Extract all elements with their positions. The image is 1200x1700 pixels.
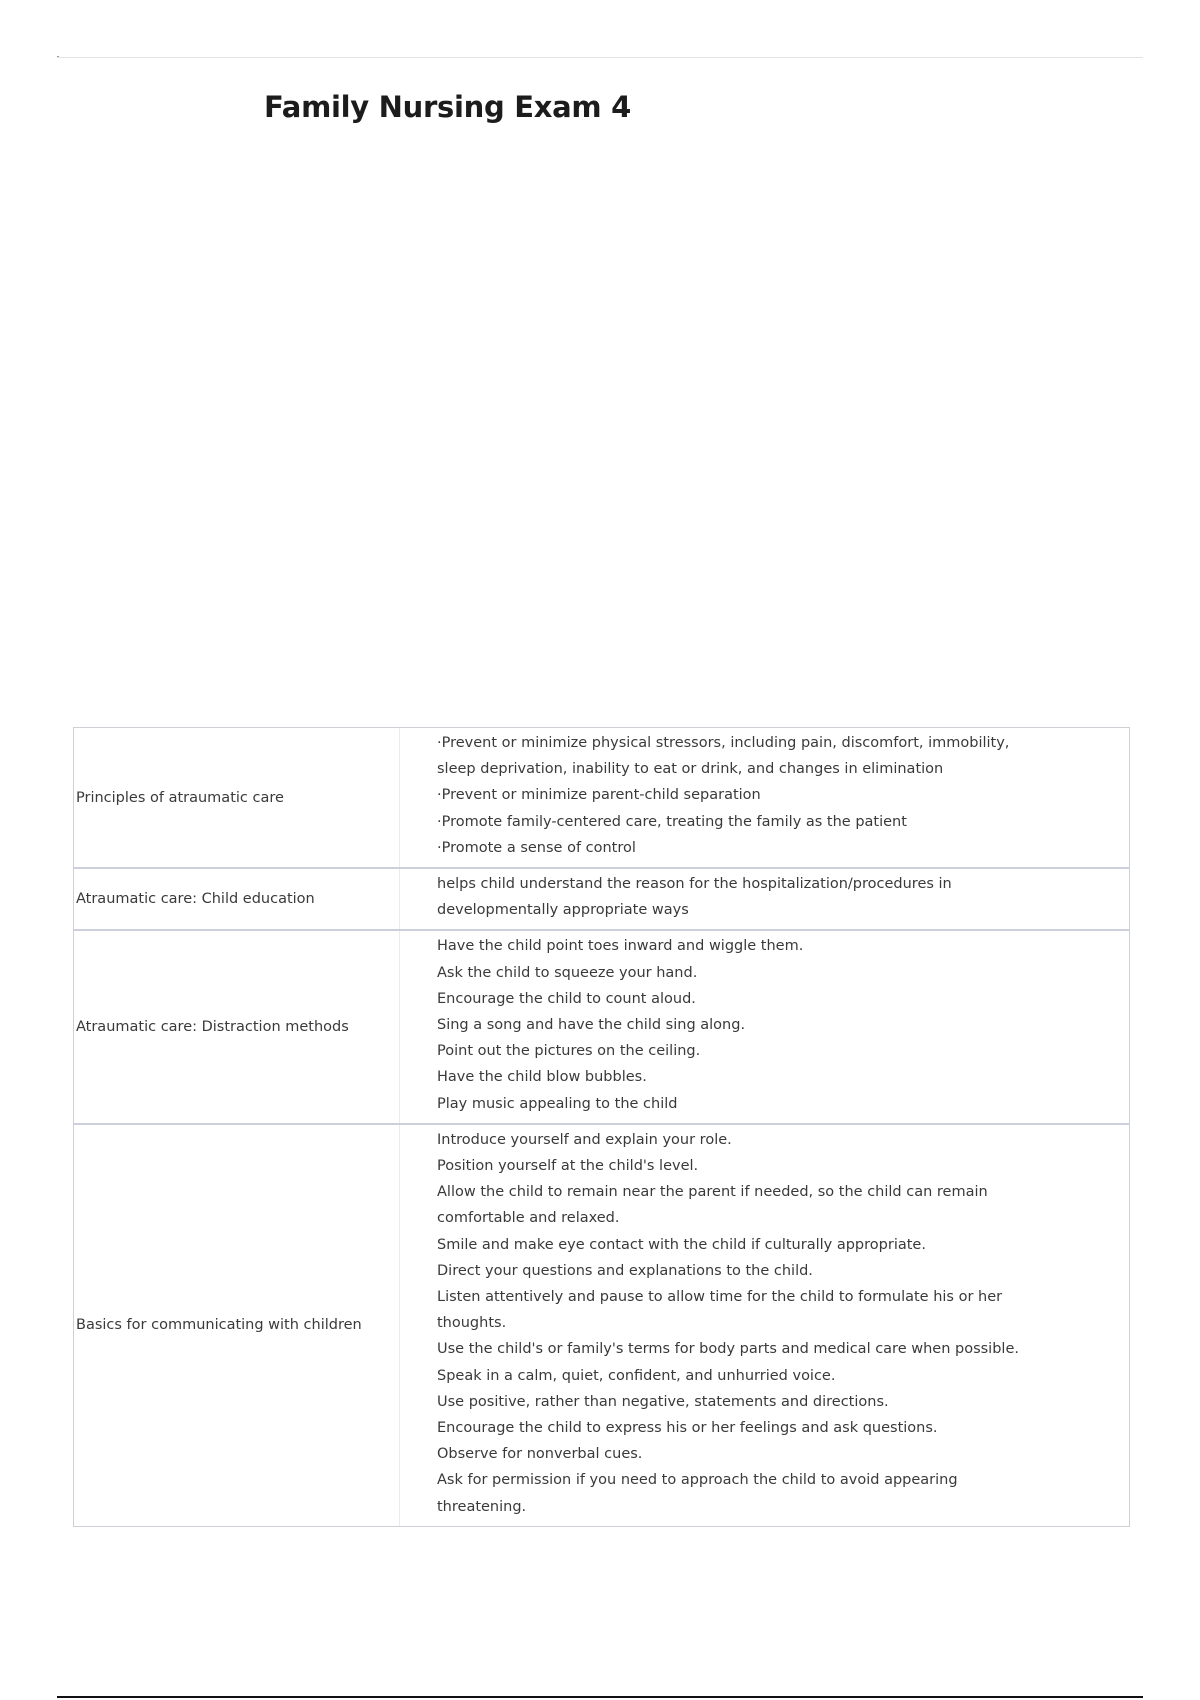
definition-line: Position yourself at the child's level. [437,1158,699,1175]
definition-line: developmentally appropriate ways [437,902,689,919]
definition-line: Point out the pictures on the ceiling. [437,1043,701,1060]
definition-line: Use positive, rather than negative, statements and directions. [437,1393,889,1410]
definition-line: thoughts. [437,1315,507,1332]
definition-line: Have the child blow bubbles. [437,1069,647,1086]
term-cell: Atraumatic care: Child education [74,869,400,929]
flashcard-table [73,727,1130,1527]
header-divider [57,57,1143,58]
definition-line: Observe for nonverbal cues. [437,1446,643,1463]
term-cell: Principles of atraumatic care [74,728,400,867]
definition-line: Introduce yourself and explain your role. [437,1131,732,1148]
definition-line: Allow the child to remain near the parent if needed, so the child can remain [437,1184,988,1201]
definition-line: Ask the child to squeeze your hand. [437,964,698,981]
definition-line: Encourage the child to count aloud. [437,990,696,1007]
definition-line: Listen attentively and pause to allow time for the child to formulate his or her [437,1289,1003,1306]
definition-line: ·Prevent or minimize parent-child separation [437,787,761,804]
definition-line: comfortable and relaxed. [437,1210,620,1227]
term-cell: Atraumatic care: Distraction methods [74,931,400,1122]
definition-line: sleep deprivation, inability to eat or drink, and changes in elimination [437,761,944,778]
definition-line: Ask for permission if you need to approach the child to avoid appearing [437,1472,958,1489]
definition-line: Play music appealing to the child [437,1095,678,1112]
definition-line: Direct your questions and explanations to the child. [437,1262,813,1279]
definition-line: threatening. [437,1498,527,1515]
definition-line: Encourage the child to express his or her feelings and ask questions. [437,1420,938,1437]
definition-line: Speak in a calm, quiet, confident, and unhurried voice. [437,1367,836,1384]
definition-line: ·Promote a sense of control [437,839,636,856]
footer-divider [57,1696,1143,1698]
definition-line: Smile and make eye contact with the child if culturally appropriate. [437,1236,926,1253]
definition-cell [400,869,1129,929]
flashcard-row [74,931,1129,1124]
definition-line: Sing a song and have the child sing along. [437,1017,746,1034]
definition-line: helps child understand the reason for the hospitalization/procedures in [437,876,952,893]
flashcard-row [74,869,1129,931]
definition-line: ·Promote family-centered care, treating the family as the patient [437,813,907,830]
definition-cell [400,1125,1129,1526]
definition-line: Use the child's or family's terms for body parts and medical care when possible. [437,1341,1019,1358]
definition-line: ·Prevent or minimize physical stressors, including pain, discomfort, immobility, [437,735,1010,751]
definition-cell [400,728,1129,867]
document-title: Family Nursing Exam 4 [264,90,631,124]
flashcard-row [74,1125,1129,1526]
definition-cell [400,931,1129,1122]
flashcard-row [74,728,1129,869]
definition-line: Have the child point toes inward and wiggle them. [437,938,804,955]
term-cell: Basics for communicating with children [74,1125,400,1526]
